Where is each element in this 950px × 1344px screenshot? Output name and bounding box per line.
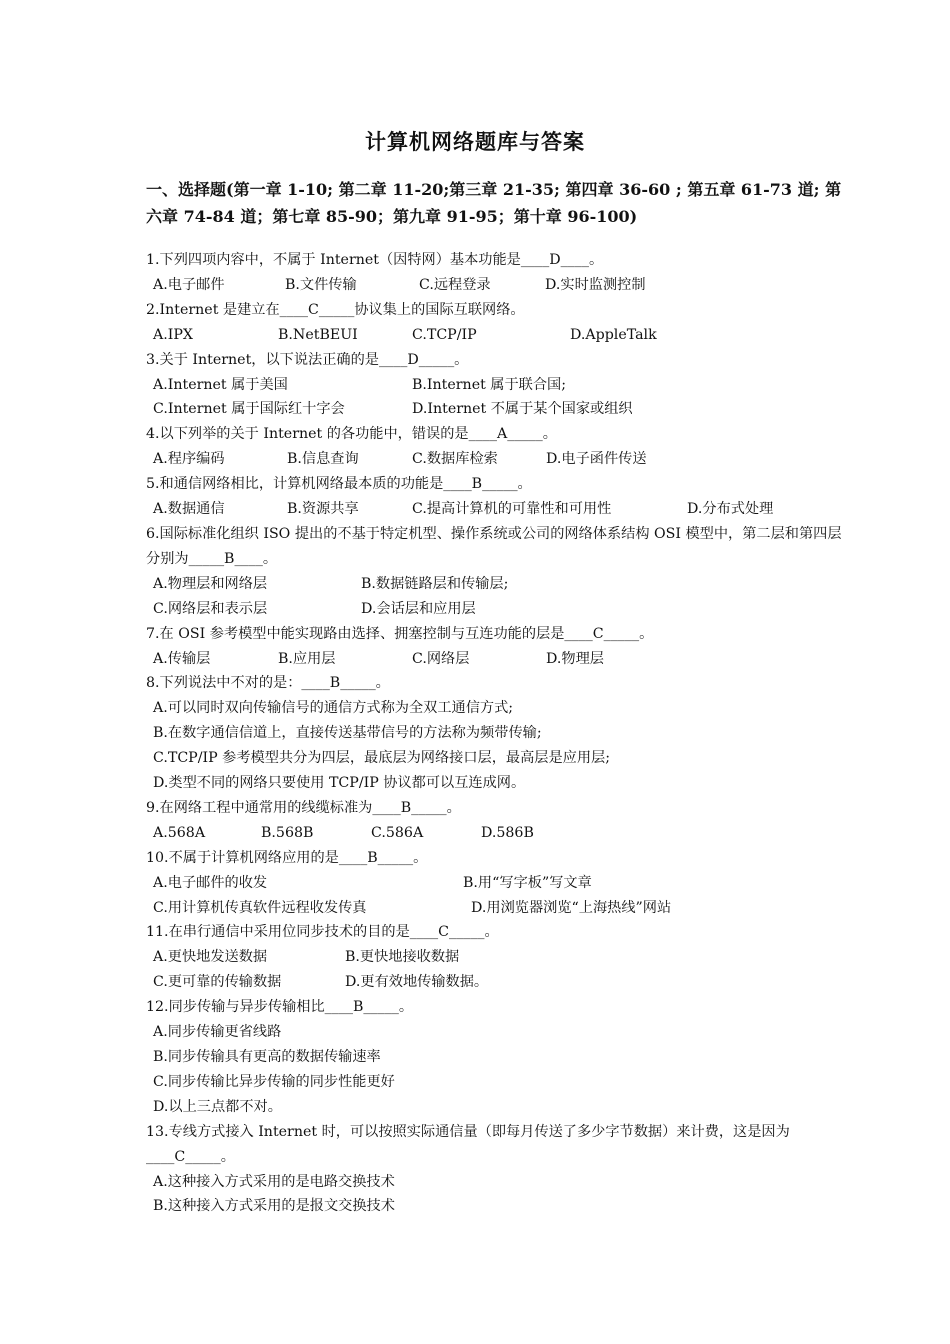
option: B.同步传输具有更高的数据传输速率 bbox=[153, 1049, 381, 1065]
option: D.电子函件传送 bbox=[546, 451, 647, 468]
option: D.类型不同的网络只要使用 TCP/IP 协议都可以互连成网。 bbox=[153, 775, 526, 792]
option: A.更快地发送数据 bbox=[153, 949, 268, 966]
question-text: 10.不属于计算机网络应用的是____B_____。 bbox=[146, 849, 428, 866]
option: C.Internet 属于国际红十字会 bbox=[153, 401, 345, 418]
option: A.568A bbox=[153, 824, 206, 841]
option: B.这种接入方式采用的是报文交换技术 bbox=[153, 1198, 395, 1215]
option: D.会话层和应用层 bbox=[361, 600, 476, 617]
question-text: 6.国际标准化组织 ISO 提出的不基于特定机型、操作系统或公司的网络体系结构 OSI 模型中，第二层和第四层分别为_____B____。 bbox=[146, 525, 842, 567]
option-row bbox=[146, 1045, 846, 1070]
option-row bbox=[146, 1170, 846, 1195]
option-row bbox=[146, 397, 846, 422]
option: B.资源共享 bbox=[287, 501, 359, 518]
question-text: 8.下列说法中不对的是：____B_____。 bbox=[146, 675, 390, 692]
option-row bbox=[146, 497, 846, 522]
option-row bbox=[146, 821, 846, 846]
option: C.网络层和表示层 bbox=[153, 600, 268, 617]
option: D.分布式处理 bbox=[687, 501, 774, 518]
question-text: 2.Internet 是建立在____C_____协议集上的国际互联网络。 bbox=[146, 301, 525, 318]
option-row bbox=[146, 771, 846, 796]
option: B.应用层 bbox=[278, 650, 336, 667]
option-row bbox=[146, 696, 846, 721]
option: D.586B bbox=[481, 824, 534, 841]
option: A.可以同时双向传输信号的通信方式称为全双工通信方式; bbox=[153, 700, 514, 717]
question-text: 12.同步传输与异步传输相比____B_____。 bbox=[146, 999, 414, 1016]
option-row bbox=[146, 373, 846, 398]
option: B.文件传输 bbox=[285, 276, 357, 293]
option-row bbox=[146, 1095, 846, 1120]
option: D.实时监测控制 bbox=[545, 276, 646, 293]
option: C.TCP/IP 参考模型共分为四层，最底层为网络接口层，最高层是应用层; bbox=[153, 750, 611, 767]
option: B.数据链路层和传输层; bbox=[361, 575, 509, 592]
question-text: 9.在网络工程中通常用的线缆标准为____B_____。 bbox=[146, 799, 461, 816]
option: B.NetBEUI bbox=[278, 326, 358, 343]
question-text: 5.和通信网络相比，计算机网络最本质的功能是____B_____。 bbox=[146, 476, 532, 493]
option: A.Internet 属于美国 bbox=[153, 376, 288, 393]
option-row bbox=[146, 746, 846, 771]
option: A.程序编码 bbox=[153, 451, 225, 468]
option: A.数据通信 bbox=[153, 501, 225, 518]
question-list bbox=[146, 248, 846, 1219]
option: C.586A bbox=[371, 824, 424, 841]
option: B.Internet 属于联合国; bbox=[412, 376, 567, 393]
option: C.更可靠的传输数据 bbox=[153, 974, 282, 991]
option: D.物理层 bbox=[546, 650, 604, 667]
question-text: 3.关于 Internet，以下说法正确的是____D_____。 bbox=[146, 351, 469, 368]
option: D.以上三点都不对。 bbox=[153, 1098, 282, 1115]
question-text: 11.在串行通信中采用位同步技术的目的是____C_____。 bbox=[146, 924, 499, 941]
option: C.同步传输比异步传输的同步性能更好 bbox=[153, 1073, 395, 1090]
option-row bbox=[146, 323, 846, 348]
option-row bbox=[146, 871, 846, 896]
option-row bbox=[146, 597, 846, 622]
option-row bbox=[146, 970, 846, 995]
option: A.电子邮件的收发 bbox=[153, 874, 268, 891]
section-heading: 一、选择题(第一章 1-10; 第二章 11-20;第三章 21-35; 第四章 36-60 ; 第五章 61-73 道; 第六章 74-84 道；第七章 85-90；第九章 91-95；第十章 96-100) bbox=[146, 180, 842, 226]
option: C.用计算机传真软件远程收发传真 bbox=[153, 899, 367, 916]
option-row bbox=[146, 1194, 846, 1219]
option: D.更有效地传输数据。 bbox=[345, 974, 489, 991]
option: D.用浏览器浏览“上海热线”网站 bbox=[471, 899, 672, 916]
option-row bbox=[146, 1070, 846, 1095]
option-row bbox=[146, 1020, 846, 1045]
option-row bbox=[146, 945, 846, 970]
option: B.信息查询 bbox=[287, 451, 359, 468]
option-row bbox=[146, 721, 846, 746]
option: D.AppleTalk bbox=[570, 326, 657, 343]
option: A.同步传输更省线路 bbox=[153, 1024, 282, 1041]
option: C.远程登录 bbox=[419, 276, 491, 293]
option: A.物理层和网络层 bbox=[153, 575, 268, 592]
option: A.IPX bbox=[153, 326, 194, 343]
option-row bbox=[146, 572, 846, 597]
question-text: 7.在 OSI 参考模型中能实现路由选择、拥塞控制与互连功能的层是____C_____。 bbox=[146, 625, 654, 642]
question-text: 1.下列四项内容中，不属于 Internet（因特网）基本功能是____D____。 bbox=[146, 252, 604, 268]
option: A.电子邮件 bbox=[153, 276, 225, 293]
option: B.在数字通信信道上，直接传送基带信号的方法称为频带传输; bbox=[153, 725, 542, 742]
option-row bbox=[146, 647, 846, 672]
option: C.网络层 bbox=[412, 650, 470, 667]
option: B.用“写字板”写文章 bbox=[463, 874, 592, 891]
option: A.这种接入方式采用的是电路交换技术 bbox=[153, 1173, 395, 1190]
document-title: 计算机网络题库与答案 bbox=[365, 129, 585, 154]
option: A.传输层 bbox=[153, 650, 211, 667]
option-row bbox=[146, 447, 846, 472]
option: C.提高计算机的可靠性和可用性 bbox=[412, 501, 612, 518]
question-text: 13.专线方式接入 Internet 时，可以按照实际通信量（即每月传送了多少字节数据）来计费，这是因为____C_____。 bbox=[146, 1123, 790, 1165]
question-text: 4.以下列举的关于 Internet 的各功能中，错误的是____A_____。 bbox=[146, 426, 557, 443]
option-row bbox=[146, 896, 846, 921]
option: B.更快地接收数据 bbox=[345, 949, 460, 966]
option-row bbox=[146, 273, 846, 298]
option: C.数据库检索 bbox=[412, 451, 498, 468]
option: D.Internet 不属于某个国家或组织 bbox=[412, 401, 633, 418]
option: C.TCP/IP bbox=[412, 326, 477, 343]
option: B.568B bbox=[261, 824, 314, 841]
